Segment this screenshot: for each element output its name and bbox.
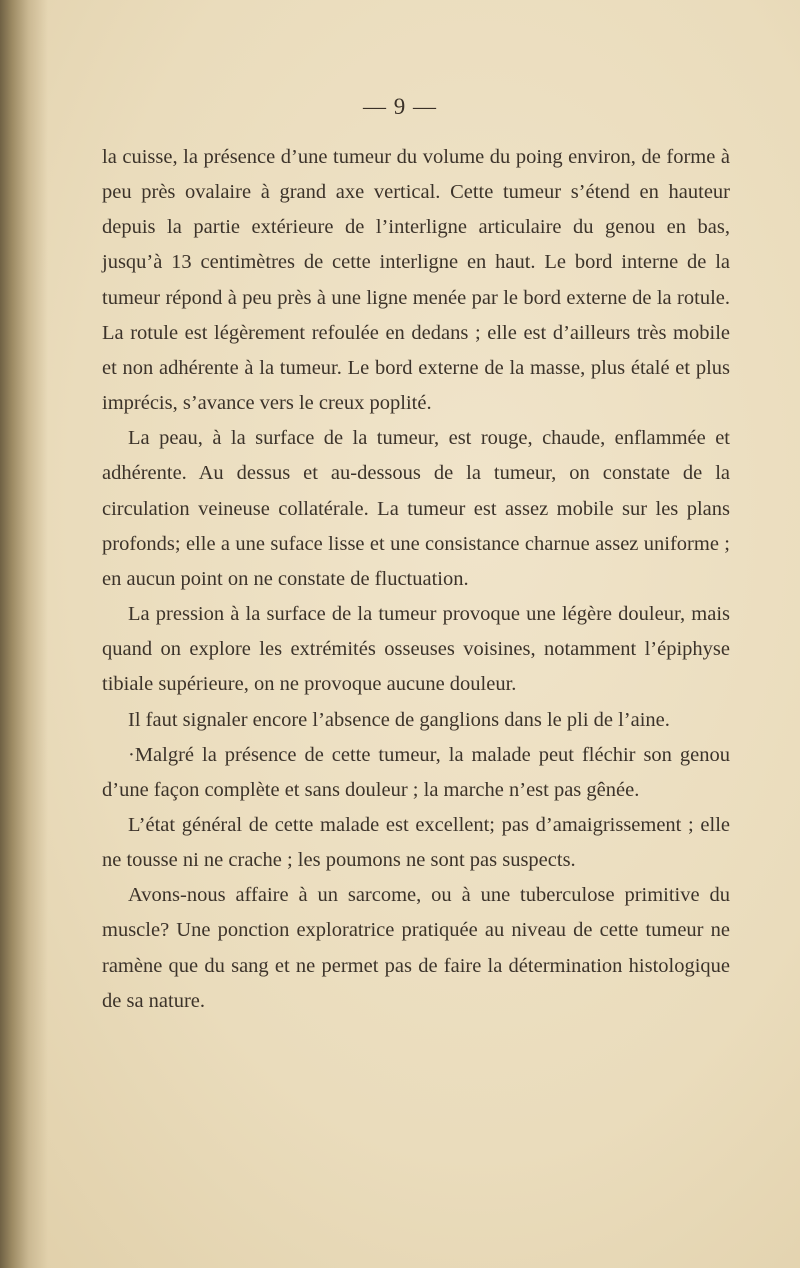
page-number: — 9 — — [363, 94, 437, 119]
paragraph-2: La peau, à la surface de la tumeur, est rouge, chaude, enflammée et adhérente. Au dessus et au-dessous de la tumeur, on constate de la circulation veineuse collatérale. La tumeur est assez mobile sur les plans profonds; elle a une suface lisse et une consistance charnue assez uniforme ; en aucun point on ne constate de fluctuation. — [102, 427, 730, 590]
body-text — [102, 140, 730, 1019]
paragraph-4: Il faut signaler encore l’absence de ganglions dans le pli de l’aine. — [128, 708, 670, 731]
page-binding-shadow — [0, 0, 48, 1268]
paragraph-1: la cuisse, la présence d’une tumeur du volume du poing environ, de forme à peu près ovalaire à grand axe vertical. Cette tumeur s’étend en hauteur depuis la partie extérieure de l’interligne articulaire du genou en bas, jusqu’à 13 centimètres de cette interligne en haut. Le bord interne de la tumeur répond à peu près à une ligne menée par le bord externe de la rotule. La rotule est légèrement refoulée en dedans ; elle est d’ailleurs très mobile et non adhérente à la tumeur. Le bord externe de la masse, plus étalé et plus imprécis, s’avance vers le creux poplité. — [102, 146, 730, 415]
paragraph-7: Avons-nous affaire à un sarcome, ou à une tuberculose primitive du muscle? Une ponction exploratrice pratiquée au niveau de cette tumeur ne ramène que du sang et ne permet pas de faire la détermination histologique de sa nature. — [102, 884, 730, 1012]
paragraph-3: La pression à la surface de la tumeur provoque une légère douleur, mais quand on explore les extrémités osseuses voisines, notamment l’épiphyse tibiale supérieure, on ne provoque aucune douleur. — [102, 603, 730, 696]
paragraph-6: L’état général de cette malade est excellent; pas d’amaigrissement ; elle ne tousse ni ne crache ; les poumons ne sont pas suspects. — [102, 813, 730, 872]
paragraph-5: ·Malgré la présence de cette tumeur, la malade peut fléchir son genou d’une façon complète et sans douleur ; la marche n’est pas gênée. — [102, 743, 730, 801]
